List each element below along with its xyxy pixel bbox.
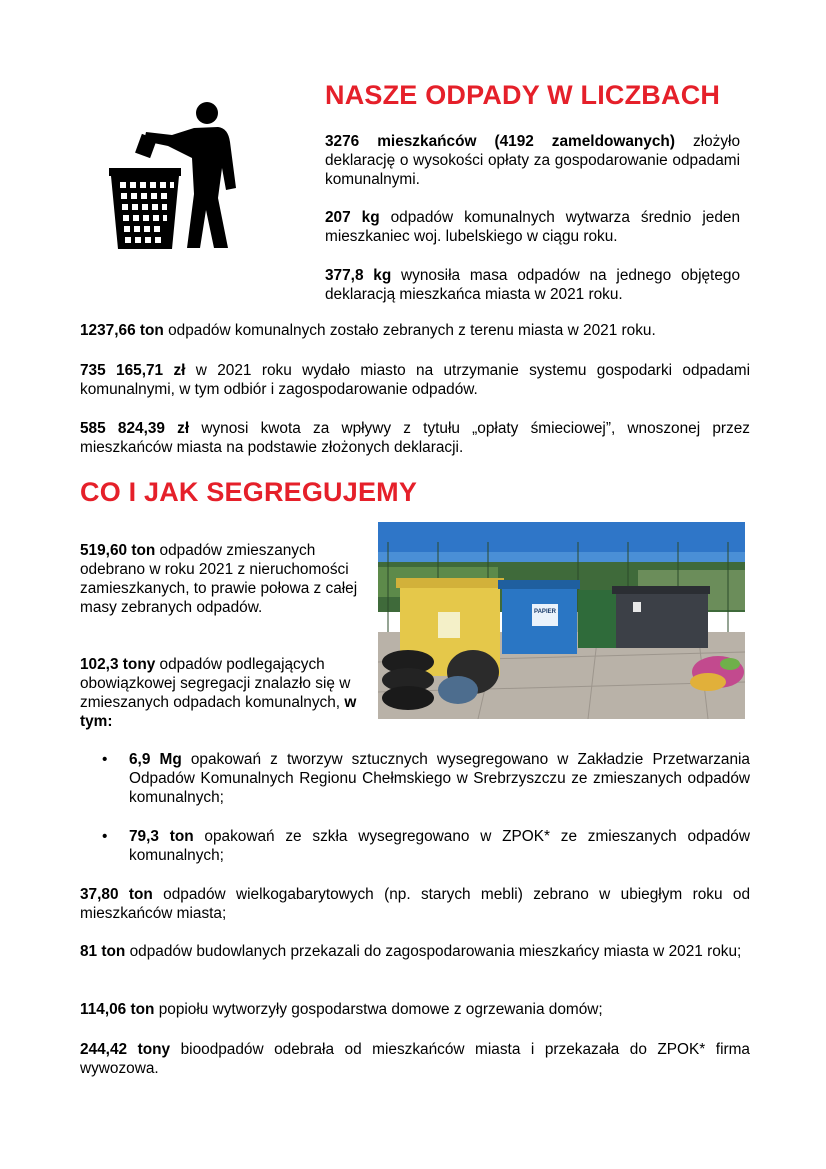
- list-item: [80, 827, 750, 867]
- bullet-icon: •: [102, 751, 108, 768]
- stat-ash: 114,06 ton popiołu wytworzyły gospodarstwa domowe z ogrzewania domów;: [80, 1001, 603, 1018]
- person-throwing-trash-icon: [106, 98, 246, 250]
- bullet-icon: •: [102, 828, 108, 845]
- list-item: [80, 750, 750, 810]
- stat-total-collected: 1237,66 ton odpadów komunalnych zostało zebranych z terenu miasta w 2021 roku.: [80, 322, 656, 339]
- section-title-numbers: NASZE ODPADY W LICZBACH: [325, 80, 721, 110]
- bullet-text: 79,3 ton opakowań ze szkła wysegregowano w ZPOK* ze zmieszanych odpadów komunalnych;: [129, 828, 750, 864]
- stat-system-cost: 735 165,71 zł w 2021 roku wydało miasto na utrzymanie systemu gospodarki odpadami komunalnymi, w tym odbiór i zagospodarowanie odpadów.: [80, 362, 750, 398]
- stat-biowaste: 244,42 tony bioodpadów odebrała od mieszkańców miasta i przekazała do ZPOK* firma wywozowa.: [80, 1041, 750, 1077]
- waste-containers-photo: [378, 522, 745, 719]
- stat-per-capita-city: 377,8 kg wynosiła masa odpadów na jednego objętego deklaracją mieszkańca miasta w 2021 roku.: [325, 267, 740, 303]
- stat-bulky-waste: 37,80 ton odpadów wielkogabarytowych (np. starych mebli) zebrano w ubiegłym roku od mieszkańców miasta;: [80, 886, 751, 922]
- stat-construction-waste: 81 ton odpadów budowlanych przekazali do zagospodarowania mieszkańcy miasta w 2021 roku;: [80, 943, 742, 960]
- stat-per-capita-region: 207 kg odpadów komunalnych wytwarza średnio jeden mieszkaniec woj. lubelskiego w ciągu roku.: [325, 209, 741, 245]
- section-title-segregation: CO I JAK SEGREGUJEMY: [80, 477, 418, 507]
- paper-bin-label: PAPIER: [534, 609, 556, 615]
- stat-mixed-waste: 519,60 ton odpadów zmieszanych odebrano w roku 2021 z nieruchomości zamieszkanych, to prawie połowa z całej masy zebranych odpadów.: [80, 542, 358, 616]
- stat-fee-income: 585 824,39 zł wynosi kwota za wpływy z tytułu „opłaty śmieciowej”, wnoszonej przez mieszkańców miasta na podstawie złożonych deklaracji.: [80, 420, 750, 456]
- stat-segregation-in-mixed: 102,3 tony odpadów podlegających obowiązkowej segregacji znalazło się w zmieszanych odpadach komunalnych, w tym:: [80, 656, 357, 730]
- stat-residents: 3276 mieszkańców (4192 zameldowanych) złożyło deklarację o wysokości opłaty za gospodarowanie odpadami komunalnymi.: [325, 133, 741, 188]
- bullet-text: 6,9 Mg opakowań z tworzyw sztucznych wysegregowano w Zakładzie Przetwarzania Odpadów Komunalnych Regionu Chełmskiego w Srebrzyszczu ze zmieszanych odpadów komunalnych;: [129, 751, 750, 806]
